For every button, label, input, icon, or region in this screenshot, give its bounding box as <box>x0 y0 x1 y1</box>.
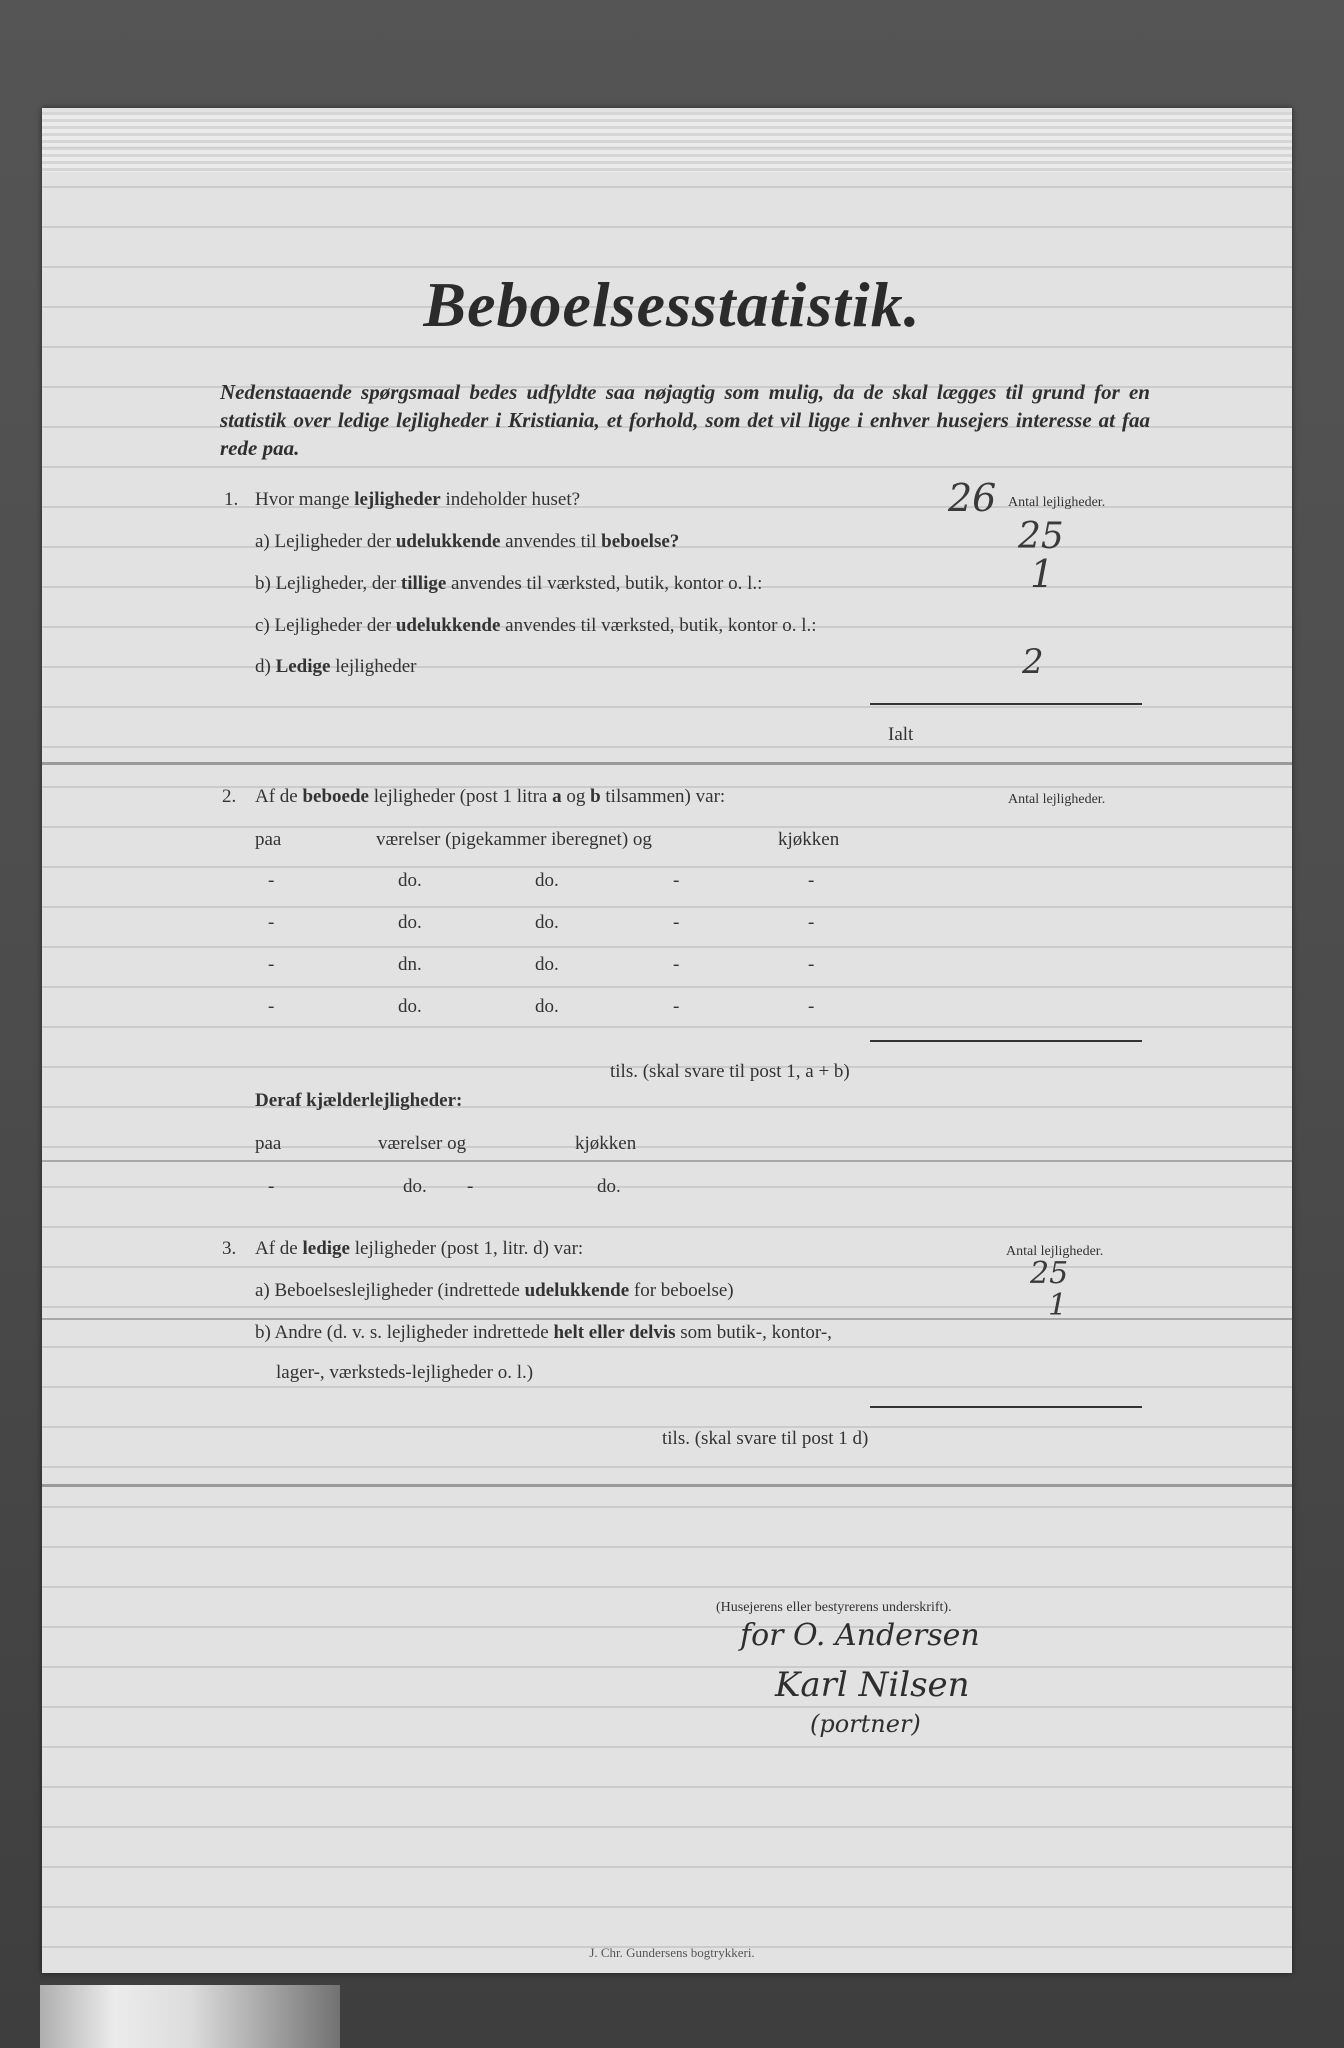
q2-tils-label: tils. (skal svare til post 1, a + b) <box>610 1061 850 1082</box>
signature-line-3: (portner) <box>810 1710 921 1738</box>
q2-column-header: Antal lejligheder. <box>1008 792 1106 807</box>
q1b-text: b) Lejligheder, der tillige anvendes til værksted, butik, kontor o. l.: <box>255 573 763 594</box>
q2-cellar-rooms-ditto: do. <box>403 1176 427 1197</box>
q2-row-head-paa: paa <box>255 829 282 850</box>
q3-question: Af de ledige lejligheder (post 1, litr. d) var: <box>255 1238 584 1259</box>
q1-column-header: Antal lejligheder. <box>1008 495 1106 510</box>
q1a-text: a) Lejligheder der udelukkende anvendes til beboelse? <box>255 531 680 552</box>
q2-row-rooms-ditto: do. <box>398 996 422 1017</box>
q3-number: 3. <box>222 1238 237 1259</box>
q3a-text: a) Beboelseslejligheder (indrettede udelukkende for beboelse) <box>255 1280 734 1301</box>
signature-label: (Husejerens eller bestyrerens underskrift). <box>716 1600 952 1615</box>
q2-row-dash: - <box>808 870 815 891</box>
printer-imprint: J. Chr. Gundersens bogtrykkeri. <box>589 1945 755 1960</box>
q2-question: Af de beboede lejligheder (post 1 litra a og b tilsammen) var: <box>255 786 726 807</box>
q2-row-dash: - <box>268 870 275 891</box>
q2-row-dash: - <box>673 912 680 933</box>
signature-line-1: for O. Andersen <box>740 1618 980 1653</box>
q2-row-rooms-ditto: do. <box>398 912 422 933</box>
q3b-text-line2: lager-, værksteds-lejligheder o. l.) <box>276 1362 534 1383</box>
q2-number: 2. <box>222 786 237 807</box>
q1a-answer: 25 <box>1018 516 1064 557</box>
q3-total-rule <box>870 1406 1142 1408</box>
q2-cellar-kitchen-ditto: do. <box>597 1176 621 1197</box>
q2-row-dash: - <box>673 996 680 1017</box>
film-glare <box>40 1985 340 2048</box>
q2-row-dash: - <box>268 996 275 1017</box>
q3a-answer: 25 <box>1030 1256 1069 1291</box>
q3-column-header: Antal lejligheder. <box>1006 1244 1104 1259</box>
q2-row-dash: - <box>673 954 680 975</box>
q1-number: 1. <box>224 489 239 510</box>
q3-tils-label: tils. (skal svare til post 1 d) <box>662 1428 869 1449</box>
q1-question: Hvor mange lejligheder indeholder huset? <box>255 489 581 510</box>
q3b-text: b) Andre (d. v. s. lejligheder indrettede helt eller delvis som butik-, kontor-, <box>255 1322 832 1343</box>
q1b-answer: 1 <box>1030 552 1055 596</box>
top-rule-bars <box>42 112 1292 172</box>
q1c-text: c) Lejligheder der udelukkende anvendes til værksted, butik, kontor o. l.: <box>255 615 817 636</box>
q2-cellar-heading: Deraf kjælderlejligheder: <box>255 1090 463 1111</box>
q2-row-dash: - <box>808 996 815 1017</box>
section-divider-1 <box>42 762 1292 765</box>
q1-answer: 26 <box>948 476 997 520</box>
q1d-answer: 2 <box>1022 642 1044 682</box>
q2-cellar-dash: - <box>268 1176 275 1197</box>
section-divider-3 <box>42 1318 1292 1320</box>
q2-row-rooms-ditto: dn. <box>398 954 422 975</box>
q2-cellar-head-rooms: værelser og <box>378 1133 467 1154</box>
signature-line-2: Karl Nilsen <box>775 1665 970 1705</box>
q2-row-dash: - <box>808 954 815 975</box>
q2-row-rooms-ditto: do. <box>398 870 422 891</box>
page-title: Beboelsesstatistik. <box>423 269 921 340</box>
q2-row-dash: - <box>673 870 680 891</box>
section-divider-4 <box>42 1484 1292 1487</box>
q2-cellar-dash: - <box>467 1176 474 1197</box>
intro-paragraph: Nedenstaaende spørgsmaal bedes udfyldte saa nøjagtig som mulig, da de skal lægges til grund for en statistik over ledige lejligheder i Kristiania, et forhold, som det vil ligge i enhver husejers interesse at faa rede paa. <box>220 380 1150 460</box>
q2-total-rule <box>870 1040 1142 1042</box>
q1-total-rule <box>870 703 1142 705</box>
q1d-text: d) Ledige lejligheder <box>255 656 417 677</box>
q2-cellar-head-kitchen: kjøkken <box>575 1133 637 1154</box>
q1-total-label: Ialt <box>888 724 914 745</box>
q2-row-head-kitchen: kjøkken <box>778 829 840 850</box>
q2-row-ditto: do. <box>535 870 559 891</box>
q2-cellar-head-paa: paa <box>255 1133 282 1154</box>
section-divider-2 <box>42 1160 1292 1162</box>
q2-row-dash: - <box>808 912 815 933</box>
q3b-answer: 1 <box>1048 1288 1068 1323</box>
q2-row-head-rooms: værelser (pigekammer iberegnet) og <box>376 829 652 850</box>
q2-row-dash: - <box>268 954 275 975</box>
q2-row-ditto: do. <box>535 996 559 1017</box>
q2-row-ditto: do. <box>535 912 559 933</box>
q2-row-dash: - <box>268 912 275 933</box>
q2-row-ditto: do. <box>535 954 559 975</box>
